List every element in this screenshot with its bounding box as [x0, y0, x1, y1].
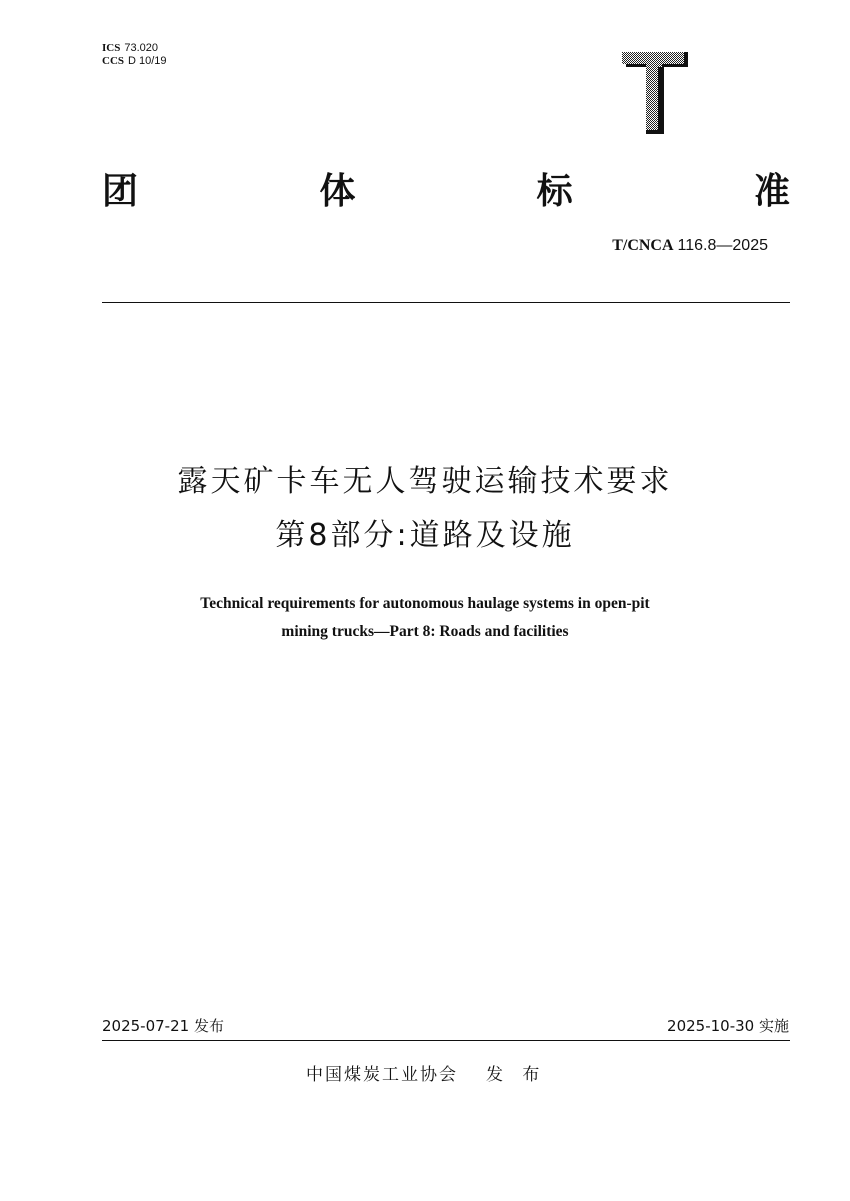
doc-type-char-2: 体	[319, 171, 356, 212]
publisher-line	[306, 1064, 539, 1086]
english-title-line-1: Technical requirements for autonomous haulage systems in open-pit	[200, 595, 650, 612]
publish-date: 2025-07-21 发布	[102, 1017, 224, 1035]
top-divider	[102, 302, 790, 303]
classification-codes	[102, 42, 167, 68]
bottom-divider	[102, 1040, 790, 1041]
doc-type-char-1: 团	[102, 171, 139, 212]
publisher-release-label: 发 布	[486, 1065, 540, 1085]
standard-number	[612, 236, 768, 256]
chinese-title-line-1: 露天矿卡车无人驾驶运输技术要求	[177, 464, 673, 499]
standard-t-logo-icon	[622, 52, 688, 134]
document-type-heading	[102, 170, 790, 214]
ccs-code	[102, 55, 167, 68]
publisher-organization: 中国煤炭工业协会	[306, 1065, 458, 1085]
standard-number-value: 116.8—2025	[677, 237, 768, 254]
chinese-title-line-2: 第8部分:道路及设施	[275, 518, 575, 553]
english-title-line-2: mining trucks—Part 8: Roads and facilities	[281, 623, 569, 640]
doc-type-char-4: 准	[753, 171, 790, 212]
ics-label: ICS	[102, 42, 121, 54]
ics-value: 73.020	[124, 42, 158, 54]
standard-number-prefix: T/CNCA	[612, 237, 674, 254]
implement-date: 2025-10-30 实施	[667, 1017, 789, 1035]
ics-code	[102, 42, 167, 55]
ccs-label: CCS	[102, 55, 125, 67]
ccs-value: D 10/19	[128, 55, 167, 67]
doc-type-char-3: 标	[536, 171, 573, 212]
